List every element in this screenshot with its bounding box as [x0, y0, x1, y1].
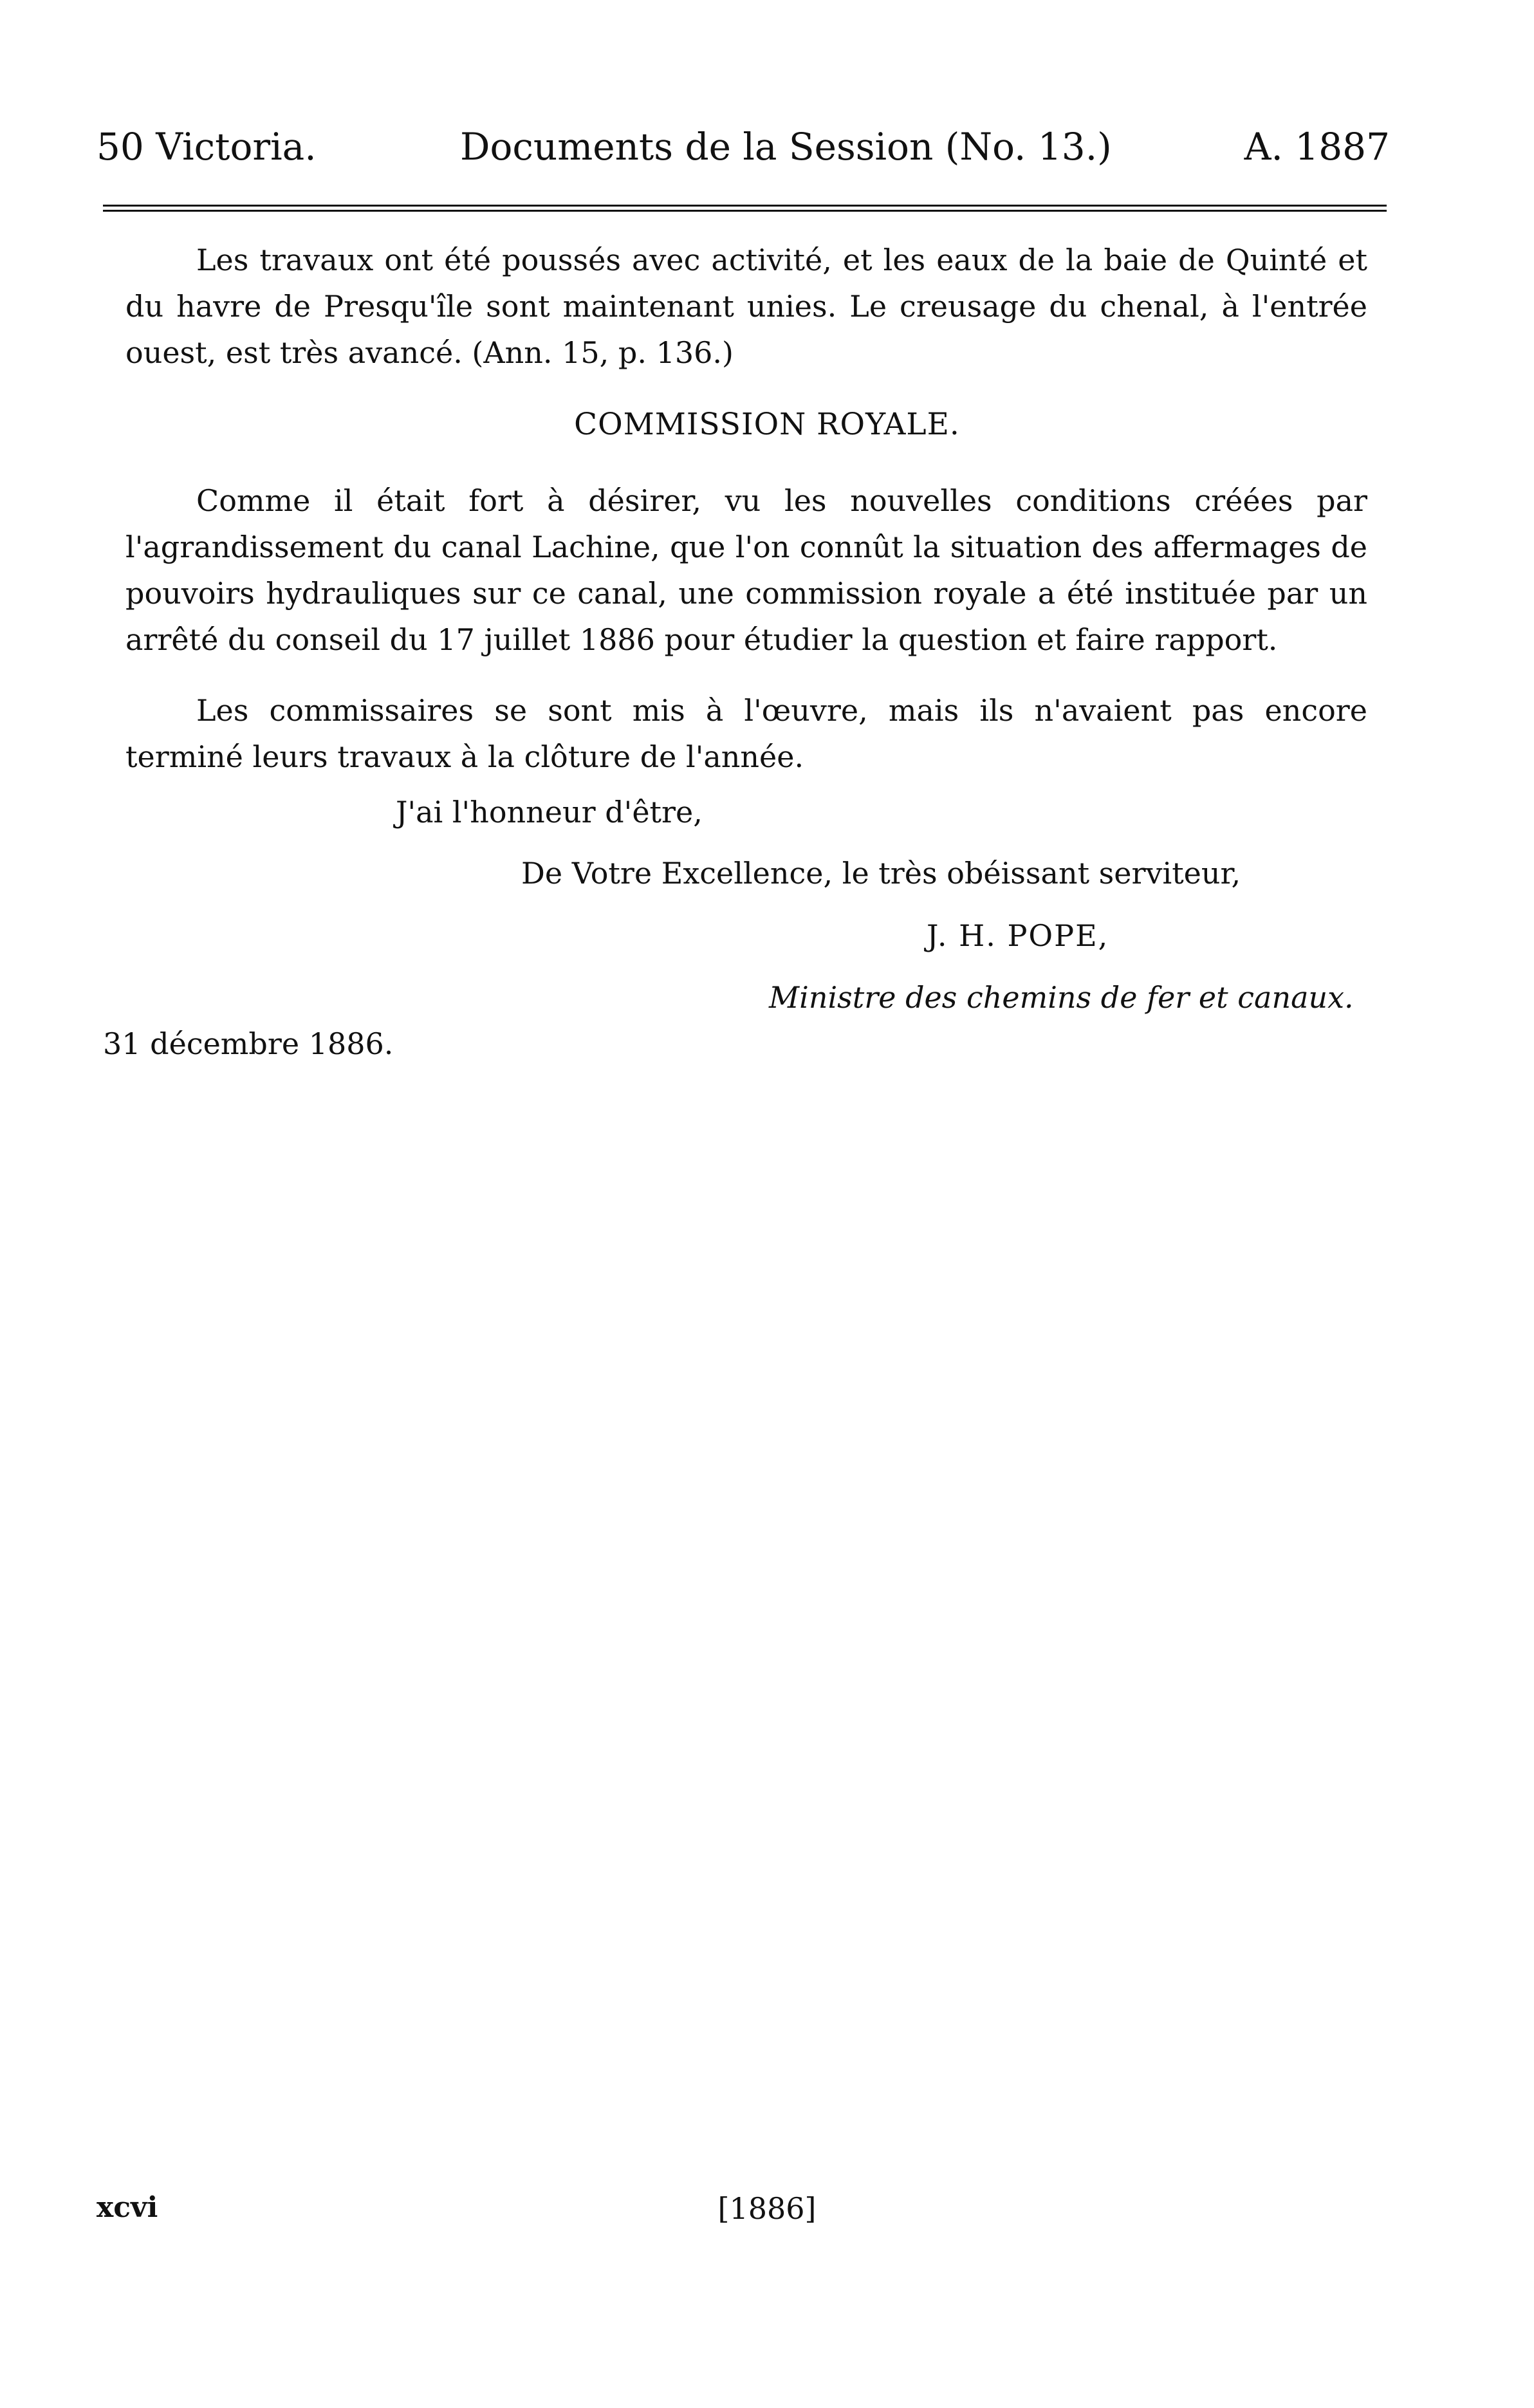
- header-volume: 50 Victoria.: [97, 125, 317, 169]
- signer-name: J. H. POPE,: [927, 918, 1109, 953]
- letter-date: 31 décembre 1886.: [103, 1026, 394, 1061]
- header-rule-secondary: [103, 210, 1387, 212]
- paragraph-commissioners: Les commissaires se sont mis à l'œuvre, mais ils n'avaient pas encore terminé leurs travaux à la clôture de l'année.: [125, 693, 1367, 774]
- footer-year: [1886]: [717, 2191, 817, 2226]
- closing-line: De Votre Excellence, le très obéissant serviteur,: [521, 856, 1241, 891]
- running-header: [97, 121, 1390, 172]
- paragraph-works-progress: Les travaux ont été poussés avec activité, et les eaux de la baie de Quinté et du havre de Presqu'île sont maintenant unies. Le creusage du chenal, à l'entrée ouest, est très avancé. (Ann. 15, p. 136.): [125, 243, 1367, 370]
- signer-title: Ministre des chemins de fer et canaux.: [769, 980, 1354, 1015]
- page-number: xcvi: [97, 2191, 158, 2224]
- section-heading: COMMISSION ROYALE.: [574, 407, 960, 442]
- header-year: A. 1887: [1244, 125, 1390, 169]
- salutation: J'ai l'honneur d'être,: [396, 795, 703, 829]
- header-title: Documents de la Session (No. 13.): [460, 125, 1112, 169]
- header-rule: [103, 205, 1387, 207]
- paragraph-royal-commission: Comme il était fort à désirer, vu les nouvelles conditions créées par l'agrandissement du canal Lachine, que l'on connût la situation des affermages de pouvoirs hydrauliques sur ce canal, une commission royale a été instituée par un arrêté du conseil du 17 juillet 1886 pour étudier la question et faire rapport.: [125, 483, 1367, 657]
